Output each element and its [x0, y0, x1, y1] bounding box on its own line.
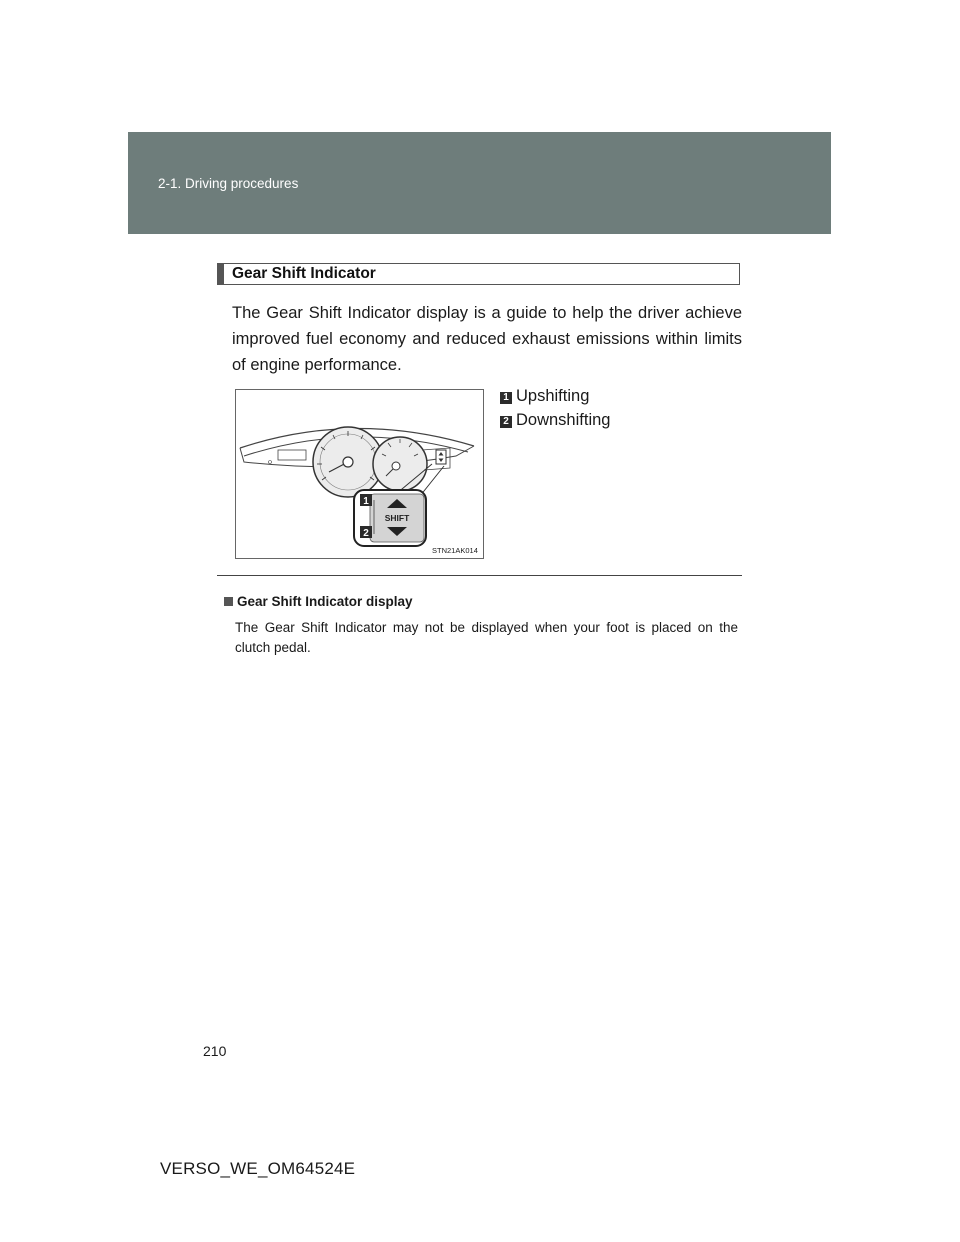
legend-number-badge: 2 [500, 416, 512, 428]
section-title-box [217, 263, 740, 285]
figure-code: STN21AK014 [432, 546, 478, 555]
note-heading [224, 594, 413, 609]
page-number: 210 [203, 1043, 227, 1059]
section-divider [217, 575, 742, 576]
legend-label: Downshifting [516, 411, 611, 429]
legend-label: Upshifting [516, 387, 590, 405]
legend-number-badge: 1 [500, 392, 512, 404]
instrument-cluster-illustration [236, 390, 483, 558]
note-heading-text: Gear Shift Indicator display [237, 594, 413, 609]
legend-item-downshifting [500, 410, 610, 430]
instrument-cluster-figure [235, 389, 484, 559]
legend-item-upshifting [500, 386, 589, 406]
note-body: The Gear Shift Indicator may not be displayed when your foot is placed on the clutch pedal. [235, 620, 738, 655]
header-band [128, 132, 831, 234]
document-code: VERSO_WE_OM64524E [160, 1159, 356, 1178]
shift-label: SHIFT [384, 513, 410, 523]
square-bullet-icon [224, 597, 233, 606]
intro-paragraph: The Gear Shift Indicator display is a guide to help the driver achieve improved fuel economy and reduced exhaust emissions within limits of engine performance. [232, 304, 742, 374]
title-accent-bar [218, 264, 224, 284]
callout-2: 2 [363, 528, 369, 539]
callout-1: 1 [363, 496, 369, 507]
section-title: Gear Shift Indicator [232, 265, 376, 282]
section-breadcrumb: 2-1. Driving procedures [158, 176, 299, 191]
